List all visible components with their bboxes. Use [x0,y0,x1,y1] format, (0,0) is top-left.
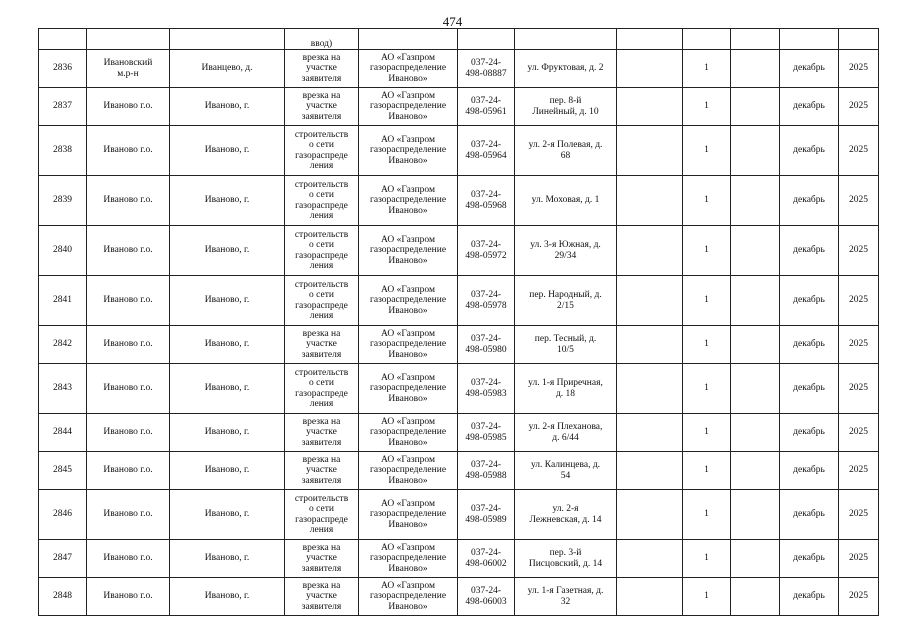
cell-count: 1 [683,452,731,490]
cell-work-type: врезка на участке заявителя [285,540,359,578]
cell-locality: Иваново, г. [170,276,285,326]
cell-empty [731,414,780,452]
cell-empty [617,326,683,364]
cell-year: 2025 [839,452,879,490]
cell-count: 1 [683,276,731,326]
table-row [39,176,879,226]
cell-locality: Иваново, г. [170,176,285,226]
cell-month: декабрь [780,88,839,126]
cell-code: 037-24- 498-05978 [458,276,515,326]
table-row [39,88,879,126]
table-body [39,29,879,616]
cell-empty [617,88,683,126]
cell-district: Иваново г.о. [87,226,170,276]
cell-organization: АО «Газпром газораспределение Иваново» [359,490,458,540]
table-row [39,226,879,276]
cell-district: Иваново г.о. [87,88,170,126]
cell-address: ул. 1-я Приречная, д. 18 [515,364,617,414]
cell-empty [731,88,780,126]
cell-year: 2025 [839,50,879,88]
cell-district: Иваново г.о. [87,326,170,364]
cell-district: Иваново г.о. [87,414,170,452]
cell-count: 1 [683,578,731,616]
cell-organization: АО «Газпром газораспределение Иваново» [359,364,458,414]
cell-number: 2837 [39,88,87,126]
cell-empty [617,126,683,176]
cell-year: 2025 [839,88,879,126]
cell-month: декабрь [780,490,839,540]
cell-empty [617,50,683,88]
cell-address: ул. 2-я Полевая, д. 68 [515,126,617,176]
cell-empty [617,540,683,578]
cell-address: пер. Народный, д. 2/15 [515,276,617,326]
cell-month: декабрь [780,364,839,414]
cell-code: 037-24- 498-05968 [458,176,515,226]
cell-code: 037-24- 498-05988 [458,452,515,490]
cell-year: 2025 [839,578,879,616]
cell-month: декабрь [780,226,839,276]
table-row-continuation [39,29,879,50]
cell-month: декабрь [780,452,839,490]
cell-count: 1 [683,176,731,226]
cell-month: декабрь [780,414,839,452]
cell-code: 037-24- 498-06002 [458,540,515,578]
cell-year: 2025 [839,176,879,226]
cell-work-type: врезка на участке заявителя [285,578,359,616]
cell-number: 2843 [39,364,87,414]
cell-number: 2839 [39,176,87,226]
cell-district: Иваново г.о. [87,540,170,578]
cell-work-type: врезка на участке заявителя [285,88,359,126]
cell-organization: АО «Газпром газораспределение Иваново» [359,88,458,126]
table-row [39,276,879,326]
cell-empty [731,226,780,276]
table-row [39,364,879,414]
table-row [39,540,879,578]
cell-locality: Иваново, г. [170,452,285,490]
cell-locality: Иваново, г. [170,414,285,452]
cell-number: 2844 [39,414,87,452]
cell-empty [731,126,780,176]
cell-address: ул. Моховая, д. 1 [515,176,617,226]
cell-organization: АО «Газпром газораспределение Иваново» [359,226,458,276]
cell-count: 1 [683,490,731,540]
cell-organization: АО «Газпром газораспределение Иваново» [359,540,458,578]
table-row [39,414,879,452]
cell-number: 2838 [39,126,87,176]
cell-code: 037-24- 498-05964 [458,126,515,176]
cell-work-type: врезка на участке заявителя [285,414,359,452]
cell-district: Иваново г.о. [87,452,170,490]
cell-work-type: врезка на участке заявителя [285,326,359,364]
cell-work-type: строительств о сети газораспреде ления [285,490,359,540]
cell-month: декабрь [780,578,839,616]
cell-number: 2840 [39,226,87,276]
cell-year: 2025 [839,540,879,578]
cell-month: декабрь [780,276,839,326]
cell-locality: Иваново, г. [170,578,285,616]
cell-count: 1 [683,326,731,364]
cell-empty [731,50,780,88]
cell-locality: Иваново, г. [170,126,285,176]
cell-district: Иваново г.о. [87,276,170,326]
cell-number: 2842 [39,326,87,364]
cell-code: 037-24- 498-05983 [458,364,515,414]
cell-count: 1 [683,364,731,414]
cell-work-type: строительств о сети газораспреде ления [285,126,359,176]
cell-locality: Иваново, г. [170,88,285,126]
cell-address: ул. 1-я Газетная, д. 32 [515,578,617,616]
cell-empty [617,414,683,452]
cell-code: 037-24- 498-06003 [458,578,515,616]
cell-empty [617,578,683,616]
cell-number: 2847 [39,540,87,578]
cell-address: ул. 3-я Южная, д. 29/34 [515,226,617,276]
cell-code: 037-24- 498-05972 [458,226,515,276]
cell-empty [617,226,683,276]
cell-organization: АО «Газпром газораспределение Иваново» [359,126,458,176]
cell-locality: Иванцево, д. [170,50,285,88]
cell-work-type: строительств о сети газораспреде ления [285,276,359,326]
cell-number: 2836 [39,50,87,88]
table-row [39,452,879,490]
cell-month: декабрь [780,326,839,364]
cell-month: декабрь [780,126,839,176]
cell-year: 2025 [839,126,879,176]
cell-work-type: строительств о сети газораспреде ления [285,226,359,276]
cell-organization: АО «Газпром газораспределение Иваново» [359,452,458,490]
cell-code: 037-24- 498-05989 [458,490,515,540]
cell-code: 037-24- 498-05980 [458,326,515,364]
cell-number: 2846 [39,490,87,540]
cell-count: 1 [683,414,731,452]
cell-address: пер. 3-й Писцовский, д. 14 [515,540,617,578]
table-row [39,326,879,364]
cell-district: Иваново г.о. [87,578,170,616]
cell-number: 2845 [39,452,87,490]
cell-empty [617,452,683,490]
cell-empty [617,276,683,326]
cell-empty [731,578,780,616]
cell-month: декабрь [780,50,839,88]
cell-empty [617,364,683,414]
cell-organization: АО «Газпром газораспределение Иваново» [359,326,458,364]
cell-count: 1 [683,88,731,126]
cell-empty [731,326,780,364]
cell-count: 1 [683,226,731,276]
cell-year: 2025 [839,490,879,540]
cell-empty [731,540,780,578]
page-number: 474 [442,14,463,29]
cell-year: 2025 [839,226,879,276]
cell-year: 2025 [839,414,879,452]
cell-count: 1 [683,540,731,578]
cell-locality: Иваново, г. [170,490,285,540]
cell-work-type: врезка на участке заявителя [285,50,359,88]
cell-empty [617,176,683,226]
cell-district: Иваново г.о. [87,364,170,414]
cell-organization: АО «Газпром газораспределение Иваново» [359,176,458,226]
cell-year: 2025 [839,364,879,414]
cell-organization: АО «Газпром газораспределение Иваново» [359,50,458,88]
cell-address: пер. 8-й Линейный, д. 10 [515,88,617,126]
cell-address: ул. 2-я Плеханова, д. 6/44 [515,414,617,452]
cell-work-type: врезка на участке заявителя [285,452,359,490]
cell-district: Ивановский м.р-н [87,50,170,88]
cell-count: 1 [683,50,731,88]
cell-address: ул. Калинцева, д. 54 [515,452,617,490]
cell-district: Иваново г.о. [87,176,170,226]
cell-locality: Иваново, г. [170,540,285,578]
cell-locality: Иваново, г. [170,226,285,276]
cell-organization: АО «Газпром газораспределение Иваново» [359,414,458,452]
cell-work-type: ввод) [285,29,359,50]
cell-organization: АО «Газпром газораспределение Иваново» [359,276,458,326]
cell-number: 2841 [39,276,87,326]
cell-number: 2848 [39,578,87,616]
cell-code: 037-24- 498-08887 [458,50,515,88]
cell-locality: Иваново, г. [170,326,285,364]
table-row [39,126,879,176]
cell-organization: АО «Газпром газораспределение Иваново» [359,578,458,616]
cell-address: пер. Тесный, д. 10/5 [515,326,617,364]
table-row [39,490,879,540]
cell-code: 037-24- 498-05985 [458,414,515,452]
cell-locality: Иваново, г. [170,364,285,414]
cell-address: ул. Фруктовая, д. 2 [515,50,617,88]
cell-year: 2025 [839,326,879,364]
cell-district: Иваново г.о. [87,126,170,176]
cell-empty [731,490,780,540]
cell-code: 037-24- 498-05961 [458,88,515,126]
cell-month: декабрь [780,540,839,578]
cell-address: ул. 2-я Лежневская, д. 14 [515,490,617,540]
cell-district: Иваново г.о. [87,490,170,540]
cell-empty [617,490,683,540]
cell-work-type: строительств о сети газораспреде ления [285,364,359,414]
cell-year: 2025 [839,276,879,326]
cell-work-type: строительств о сети газораспреде ления [285,176,359,226]
table-row [39,50,879,88]
cell-month: декабрь [780,176,839,226]
cell-empty [731,276,780,326]
records-table [38,28,879,616]
cell-count: 1 [683,126,731,176]
cell-empty [731,452,780,490]
table-row [39,578,879,616]
cell-empty [731,176,780,226]
cell-empty [731,364,780,414]
